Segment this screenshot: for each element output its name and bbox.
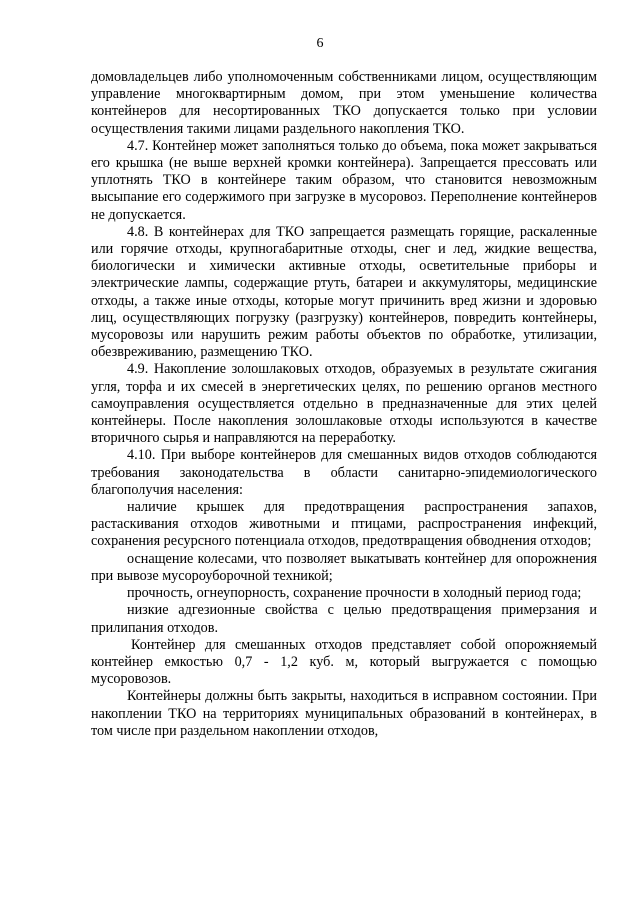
page-number: 6 xyxy=(316,36,324,51)
document-body xyxy=(91,69,597,740)
paragraph-continuation: домовладельцев либо уполномоченным собственниками лицом, осуществляющим управление многоквартирным домом, при этом уменьшение количества контейнеров для несортированных ТКО допускается только при условии осуществления такими лицами раздельного накопления ТКО. xyxy=(91,69,597,137)
list-item-wheels: оснащение колесами, что позволяет выкатывать контейнер для опорожнения при вывозе мусороуборочной техникой; xyxy=(91,550,597,584)
paragraph-4-7: 4.7. Контейнер может заполняться только до объема, пока может закрываться его крышка (не выше верхней кромки контейнера). Запрещается прессовать или уплотнять ТКО в контейнере таким образом, что становится невозможным высыпание его содержимого при загрузке в мусоровоз. Переполнение контейнеров не допускается. xyxy=(91,137,597,223)
paragraph-4-8: 4.8. В контейнерах для ТКО запрещается размещать горящие, раскаленные или горячие отходы, крупногабаритные отходы, снег и лед, жидкие вещества, биологически и химически активные отходы, осветительные приборы и электрические лампы, содержащие ртуть, батареи и аккумуляторы, медицинские отходы, а также иные отходы, которые могут причинить вред жизни и здоровью лиц, осуществляющих погрузку (разгрузку) контейнеров, повредить контейнеры, мусоровозы или нарушить режим работы объектов по обработке, утилизации, обезвреживанию, размещению ТКО. xyxy=(91,223,597,361)
list-item-adhesion: низкие адгезионные свойства с целью предотвращения примерзания и прилипания отходов. xyxy=(91,602,597,636)
list-item-lids: наличие крышек для предотвращения распространения запахов, растаскивания отходов животными и птицами, распространения инфекций, сохранения ресурсного потенциала отходов, предотвращения обводнения отходов; xyxy=(91,499,597,550)
paragraph-4-10: 4.10. При выборе контейнеров для смешанных видов отходов соблюдаются требования законодательства в области санитарно-эпидемиологического благополучия населения: xyxy=(91,447,597,498)
paragraph-container-capacity: Контейнер для смешанных отходов представляет собой опорожняемый контейнер емкостью 0,7 - 1,2 куб. м, который выгружается с помощью мусоровозов. xyxy=(91,636,597,688)
list-item-durability: прочность, огнеупорность, сохранение прочности в холодный период года; xyxy=(127,585,582,602)
paragraph-containers-closed: Контейнеры должны быть закрыты, находиться в исправном состоянии. При накоплении ТКО на территориях муниципальных образований в контейнерах, в том числе при раздельном накоплении отходов, xyxy=(91,688,597,739)
paragraph-4-9: 4.9. Накопление золошлаковых отходов, образуемых в результате сжигания угля, торфа и их смесей в энергетических целях, по решению органов местного самоуправления осуществляется отдельно в предназначенные для этих целей контейнеры. После накопления золошлаковые отходы используются в качестве вторичного сырья и направляются на переработку. xyxy=(91,361,597,447)
